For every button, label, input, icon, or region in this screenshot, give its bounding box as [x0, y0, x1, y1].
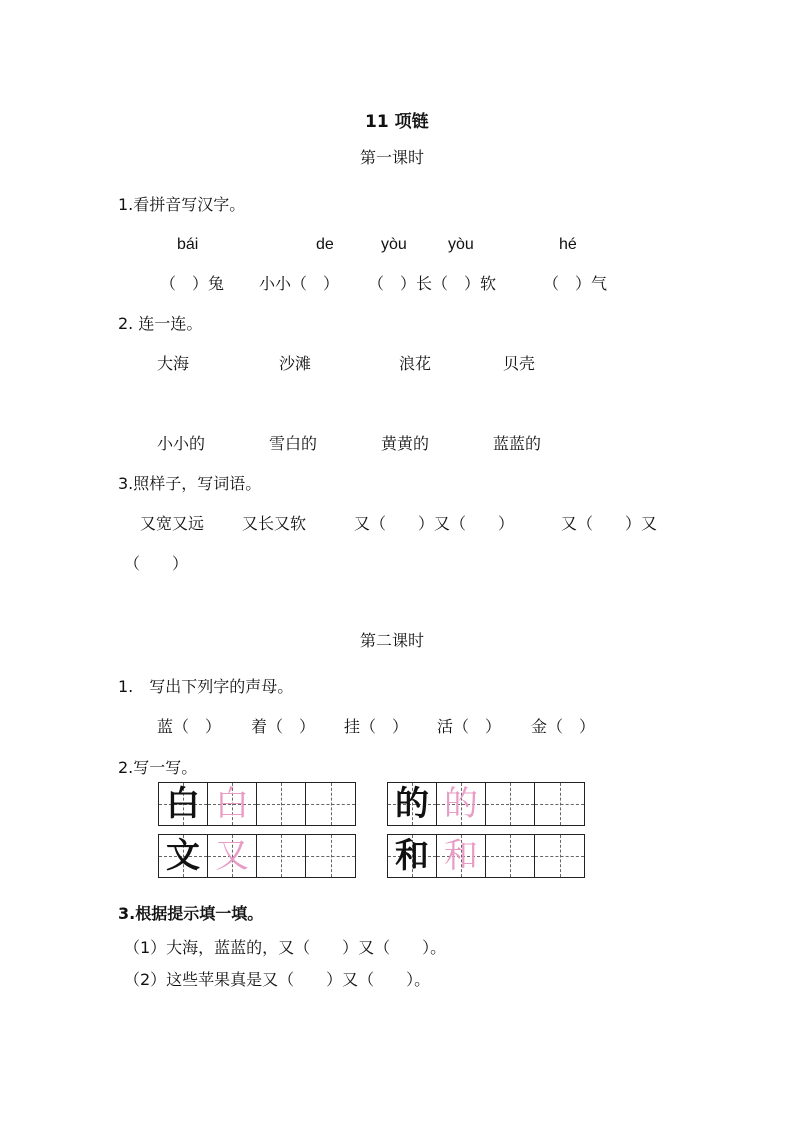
match-top-2: 沙滩 [279, 354, 312, 373]
grid-cell [388, 835, 437, 877]
lesson2-q1-prompt: 1. 写出下列字的声母。 [118, 677, 294, 696]
match-top-1: 大海 [157, 354, 190, 373]
match-bottom-4: 蓝蓝的 [493, 434, 542, 453]
grid-cell [208, 835, 257, 877]
q1-item-1: （ ）兔 [160, 274, 225, 293]
pinyin-3: yòu [381, 236, 407, 253]
trace-character: 白 [215, 784, 249, 824]
page-title: 11 项链 [365, 112, 429, 132]
match-bottom-2: 雪白的 [269, 434, 318, 453]
match-top-4: 贝壳 [503, 354, 536, 373]
grid-cell [486, 783, 535, 825]
grid-cell [486, 835, 535, 877]
q3-blank-2-continued: （ ） [124, 554, 189, 573]
lesson1-heading: 第一课时 [360, 148, 425, 167]
match-bottom-1: 小小的 [157, 434, 206, 453]
grid-cell [159, 783, 208, 825]
lesson1-q3-prompt: 3.照样子，写词语。 [118, 474, 262, 493]
model-character: 文 [166, 836, 200, 876]
trace-character: 的 [444, 784, 478, 824]
grid-cell [257, 835, 306, 877]
q1-item-3: （ ）长（ ）软 [368, 274, 497, 293]
lesson2-heading: 第二课时 [360, 631, 425, 650]
model-character: 的 [395, 784, 429, 824]
pinyin-1: bái [177, 236, 199, 253]
lesson2-q2-prompt: 2.写一写。 [118, 758, 198, 777]
q3-blank-2: 又（ ）又 [561, 514, 658, 533]
pinyin-2: de [316, 236, 334, 253]
writing-grid-de [387, 782, 585, 826]
match-top-3: 浪花 [399, 354, 432, 373]
grid-cell [159, 835, 208, 877]
fill-line-1: （1）大海，蓝蓝的，又（ ）又（ ）。 [124, 938, 447, 957]
initial-item-1: 蓝（ ） [157, 717, 222, 736]
grid-cell [306, 835, 355, 877]
grid-cell [306, 783, 355, 825]
lesson1-q1-prompt: 1.看拼音写汉字。 [118, 195, 246, 214]
q1-item-2: 小小（ ） [259, 274, 340, 293]
grid-cell [437, 835, 486, 877]
q3-example-1: 又宽又远 [140, 514, 205, 533]
fill-line-2: （2）这些苹果真是又（ ）又（ ）。 [124, 970, 431, 989]
initial-item-4: 活（ ） [437, 717, 502, 736]
q3-example-2: 又长又软 [242, 514, 307, 533]
grid-cell [437, 783, 486, 825]
grid-cell [535, 783, 584, 825]
writing-grid-you [158, 834, 356, 878]
trace-character: 又 [215, 836, 249, 876]
q1-item-4: （ ）气 [543, 274, 608, 293]
writing-grid-he [387, 834, 585, 878]
match-bottom-3: 黄黄的 [381, 434, 430, 453]
pinyin-5: hé [559, 236, 577, 253]
grid-cell [535, 835, 584, 877]
initial-item-3: 挂（ ） [344, 717, 409, 736]
grid-cell [257, 783, 306, 825]
writing-grid-bai [158, 782, 356, 826]
q3-blank-1: 又（ ）又（ ） [354, 514, 515, 533]
initial-item-5: 金（ ） [531, 717, 596, 736]
lesson2-q3-prompt: 3.根据提示填一填。 [118, 904, 264, 923]
grid-cell [388, 783, 437, 825]
trace-character: 和 [444, 836, 478, 876]
lesson1-q2-prompt: 2. 连一连。 [118, 314, 203, 333]
model-character: 白 [166, 784, 200, 824]
initial-item-2: 着（ ） [251, 717, 316, 736]
pinyin-4: yòu [448, 236, 474, 253]
model-character: 和 [395, 836, 429, 876]
grid-cell [208, 783, 257, 825]
